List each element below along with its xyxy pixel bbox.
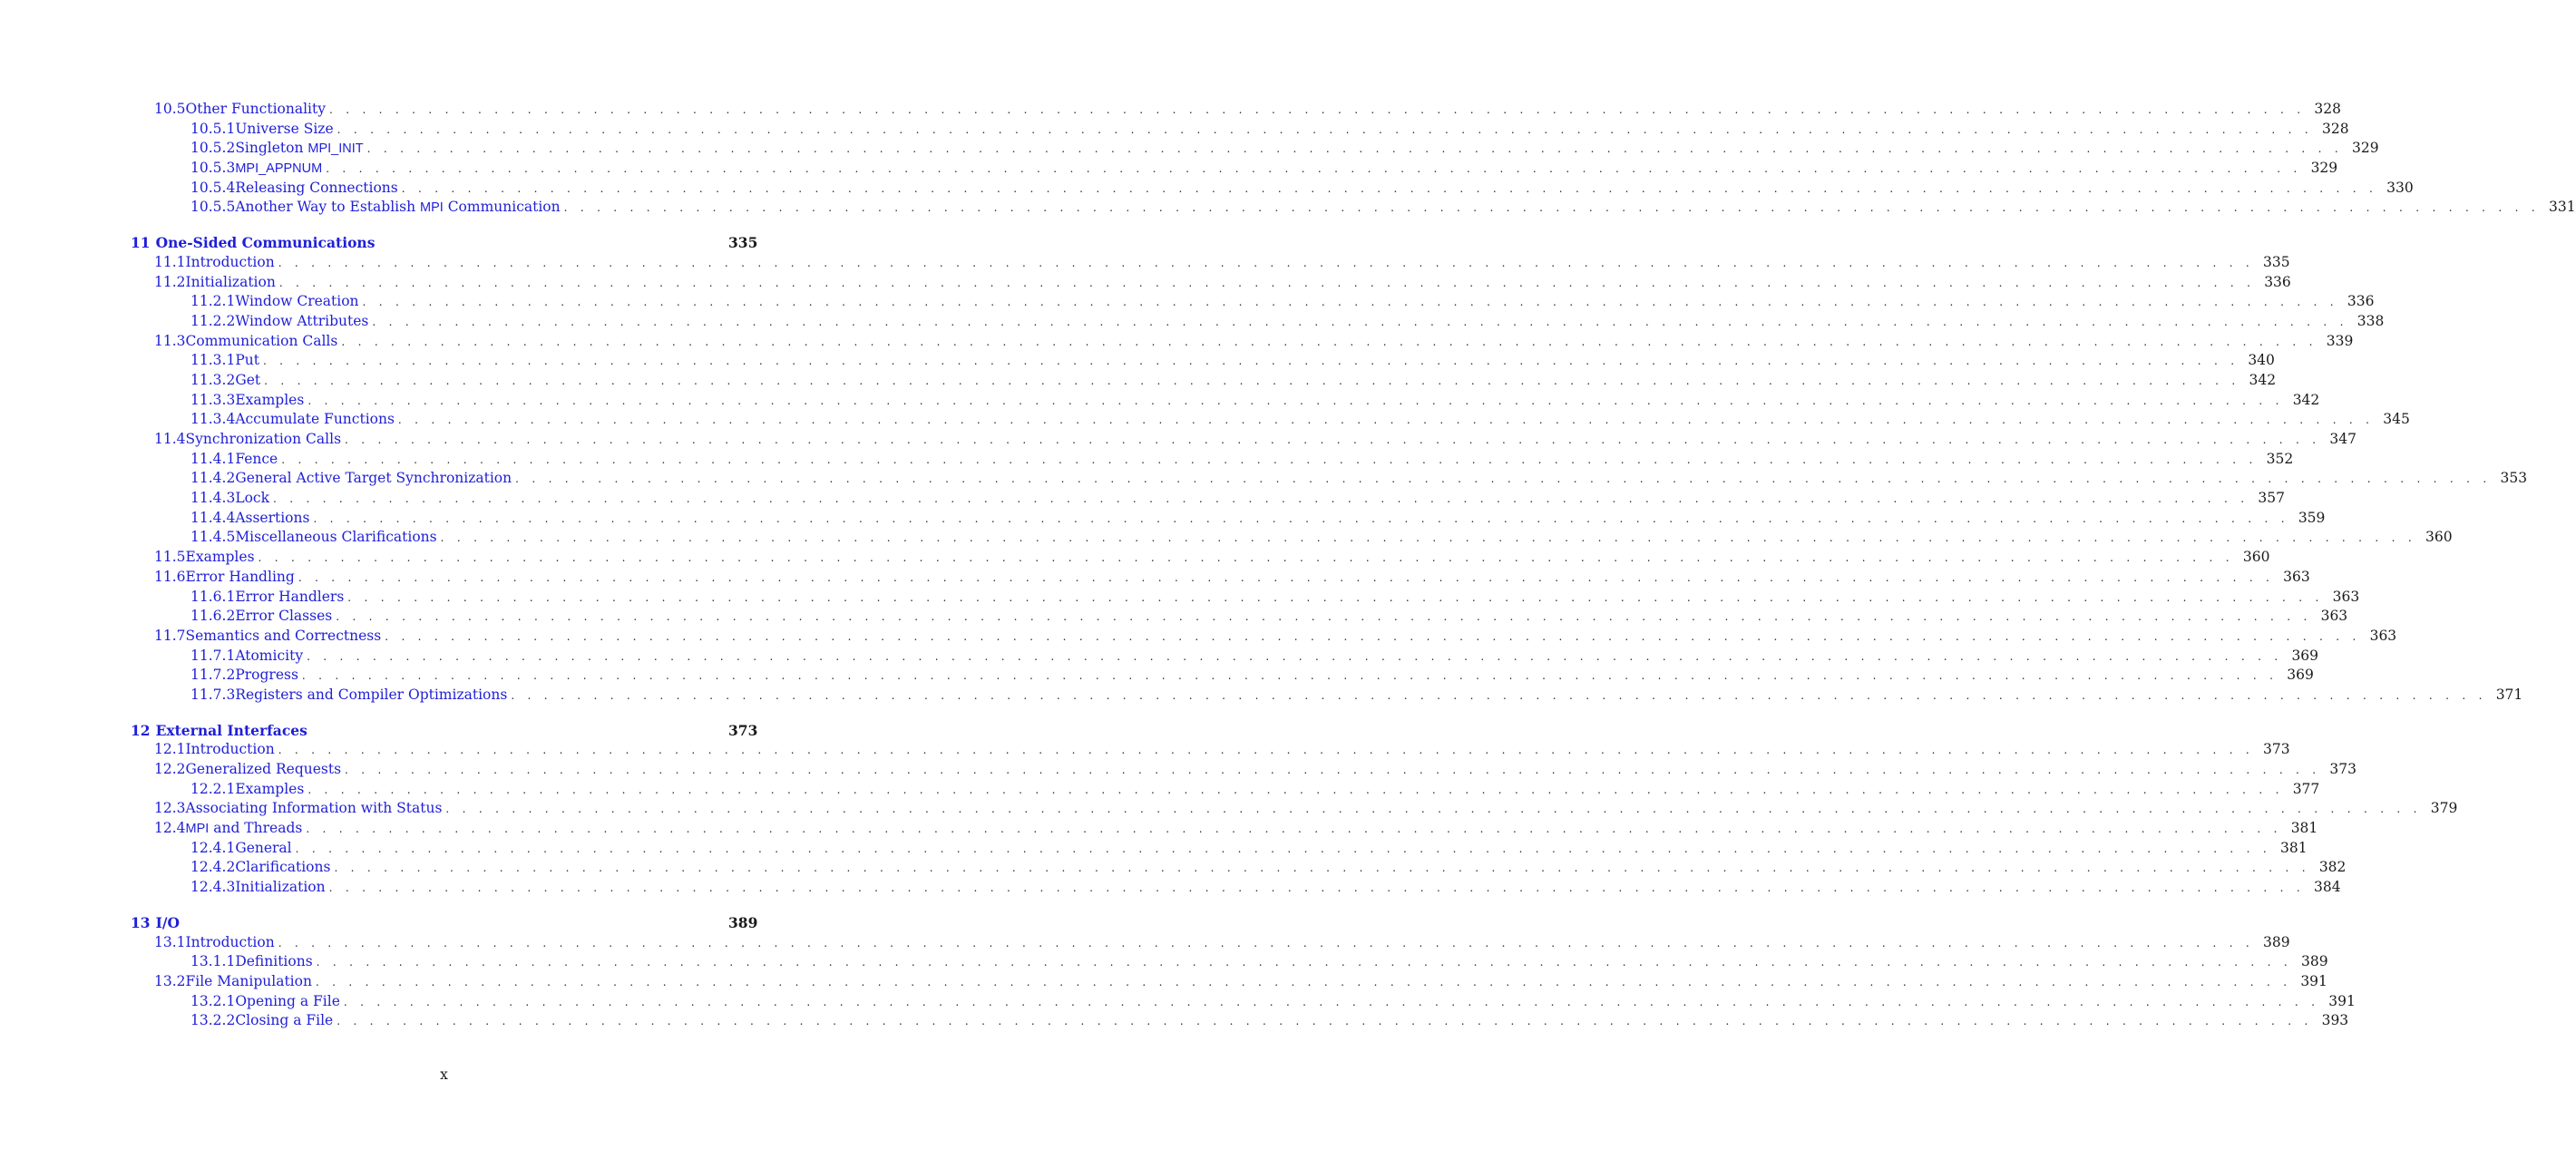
dot-leader: . . . . . . . . . . . . . . . . . . . . . . . . . . . . . . . . . . . . . . . . . . . . . . . . . . . . . . . . . . . . . . . . . . . . . . . . . . . . . . . . . . . . . . . . . . . . . . . . . . . . . . . . . . . . . . . . . . . . . . . .	[336, 610, 2312, 624]
toc-entry-title[interactable]	[235, 312, 372, 332]
toc-subsection[interactable]	[131, 952, 2328, 972]
toc-entry-number[interactable]: 13.1	[154, 933, 186, 950]
dot-leader: . . . . . . . . . . . . . . . . . . . . . . . . . . . . . . . . . . . . . . . . . . . . . . . . . . . . . . . . . . . . . . . . . . . . . . . . . . . . . . . . . . . . . . . . . . . . . . . . . . . . . . . . . . . . . . . . . . . . . . . .	[262, 355, 2239, 368]
toc-entry-number[interactable]: 11.7.3	[190, 686, 236, 703]
toc-page-number[interactable]: 382	[2318, 859, 2347, 876]
toc-entry-number[interactable]: 12.2.1	[190, 780, 236, 797]
toc-page-number[interactable]: 373	[2263, 741, 2290, 758]
toc-page-number[interactable]: 328	[2314, 101, 2341, 117]
toc-page-number[interactable]: 389	[728, 913, 758, 931]
toc-section[interactable]	[131, 253, 2290, 273]
dot-leader: . . . . . . . . . . . . . . . . . . . . . . . . . . . . . . . . . . . . . . . . . . . . . . . . . . . . . . . . . . . . . . . . . . . . . . . . . . . . . . . . . . . . . . . . . . . . . . . . . . . . . . . . . . . . . . . . . . . . . . . .	[278, 744, 2255, 757]
dot-leader: . . . . . . . . . . . . . . . . . . . . . . . . . . . . . . . . . . . . . . . . . . . . . . . . . . . . . . . . . . . . . . . . . . . . . . . . . . . . . . . . . . . . . . . . . . . . . . . . . . . . . . . . . . . . . . . . . . . . . . . .	[445, 803, 2422, 816]
toc-page-number[interactable]: 352	[2266, 450, 2294, 467]
toc-page-number[interactable]: 342	[2249, 371, 2277, 388]
toc-entry-title[interactable]	[235, 179, 401, 199]
toc-entry-title-text: Communication	[443, 199, 561, 216]
toc-subsection[interactable]	[131, 780, 2320, 800]
toc-page-number[interactable]: 369	[2287, 667, 2314, 684]
toc-page-number[interactable]: 393	[2321, 1012, 2349, 1029]
toc-entry-title[interactable]	[235, 410, 398, 430]
toc-entry-number[interactable]: 11.2.1	[190, 293, 236, 310]
toc-entry-title-text: Singleton	[235, 140, 308, 157]
toc-entry-title[interactable]	[235, 198, 563, 219]
toc-page-number[interactable]: 379	[2430, 800, 2458, 817]
toc-subsection[interactable]	[131, 450, 2294, 470]
toc-subsection[interactable]	[131, 120, 2349, 140]
toc-page-number[interactable]: 329	[2352, 140, 2379, 157]
toc-page-number[interactable]: 391	[2328, 992, 2356, 1009]
toc-subsection[interactable]	[131, 292, 2375, 312]
toc-subsection[interactable]	[131, 139, 2379, 159]
toc-entry-number[interactable]: 11.7.2	[190, 667, 236, 684]
toc-entry-title[interactable]	[235, 139, 366, 160]
toc-entry-title[interactable]	[235, 858, 334, 878]
toc-page-number[interactable]: 353	[2500, 470, 2528, 487]
toc-subsection[interactable]	[131, 410, 2410, 430]
toc-entry-title-text: Synchronization Calls	[185, 431, 342, 447]
toc-entry-title-text: Other Functionality	[185, 101, 326, 117]
toc-entry-title[interactable]	[235, 489, 273, 509]
toc-subsection[interactable]	[131, 179, 2414, 199]
toc-subsection[interactable]	[131, 391, 2320, 411]
toc-entry-number[interactable]: 11.7.1	[190, 647, 236, 664]
dot-leader: . . . . . . . . . . . . . . . . . . . . . . . . . . . . . . . . . . . . . . . . . . . . . . . . . . . . . . . . . . . . . . . . . . . . . . . . . . . . . . . . . . . . . . . . . . . . . . . . . . . . . . . . . . . . . . . . . . . . . . . .	[563, 201, 2540, 215]
toc-entry-title[interactable]	[235, 450, 281, 470]
dot-leader: . . . . . . . . . . . . . . . . . . . . . . . . . . . . . . . . . . . . . . . . . . . . . . . . . . . . . . . . . . . . . . . . . . . . . . . . . . . . . . . . . . . . . . . . . . . . . . . . . . . . . . . . . . . . . . . . . . . . . . . .	[515, 472, 2492, 486]
toc-entry-title-text: Initialization	[235, 879, 326, 896]
toc-entry-title-text: One-Sided Communications	[155, 234, 376, 252]
toc-entry-title-text: Closing a File	[235, 1012, 334, 1029]
toc-entry-title-text: Examples	[235, 391, 305, 408]
toc-entry-title[interactable]	[186, 933, 278, 953]
toc-entry-title[interactable]	[235, 607, 336, 627]
toc-entry-number[interactable]: 10.5.4	[190, 179, 236, 196]
toc-page-number[interactable]: 389	[2263, 933, 2290, 950]
toc-entry-title-text: Releasing Connections	[235, 179, 398, 196]
toc-page-number[interactable]: 377	[2292, 780, 2320, 797]
toc-entry-title[interactable]	[235, 1011, 337, 1031]
toc-subsection[interactable]	[131, 489, 2285, 509]
toc-entry-title[interactable]	[235, 120, 337, 140]
toc-entry-number[interactable]: 12	[131, 721, 151, 739]
dot-leader: . . . . . . . . . . . . . . . . . . . . . . . . . . . . . . . . . . . . . . . . . . . . . . . . . . . . . . . . . . . . . . . . . . . . . . . . . . . . . . . . . . . . . . . . . . . . . . . . . . . . . . . . . . . . . . . . . . . . . . . .	[281, 453, 2258, 466]
dot-leader: . . . . . . . . . . . . . . . . . . . . . . . . . . . . . . . . . . . . . . . . . . . . . . . . . . . . . . . . . . . . . . . . . . . . . . . . . . . . . . . . . . . . . . . . . . . . . . . . . . . . . . . . . . . . . . . . . . . . . . . .	[401, 181, 2378, 195]
toc-entry-title-text: Lock	[235, 490, 270, 507]
dot-leader: . . . . . . . . . . . . . . . . . . . . . . . . . . . . . . . . . . . . . . . . . . . . . . . . . . . . . . . . . . . . . . . . . . . . . . . . . . . . . . . . . . . . . . . . . . . . . . . . . . . . . . . . . . . . . . . . . . . . . . . .	[347, 590, 2324, 604]
toc-entry-title-text: Opening a File	[235, 992, 340, 1009]
dot-leader: . . . . . . . . . . . . . . . . . . . . . . . . . . . . . . . . . . . . . . . . . . . . . . . . . . . . . . . . . . . . . . . . . . . . . . . . . . . . . . . . . . . . . . . . . . . . . . . . . . . . . . . . . . . . . . . . . . . . . . . .	[298, 570, 2275, 584]
dot-leader: . . . . . . . . . . . . . . . . . . . . . . . . . . . . . . . . . . . . . . . . . . . . . . . . . . . . . . . . . . . . . . . . . . . . . . . . . . . . . . . . . . . . . . . . . . . . . . . . . . . . . . . . . . . . . . . . . . . . . . . .	[341, 335, 2317, 348]
toc-page-number[interactable]: 347	[2329, 431, 2356, 447]
toc-entry-title-text: I/O	[155, 913, 180, 931]
toc-subsection[interactable]	[131, 469, 2528, 489]
dot-leader: . . . . . . . . . . . . . . . . . . . . . . . . . . . . . . . . . . . . . . . . . . . . . . . . . . . . . . . . . . . . . . . . . . . . . . . . . . . . . . . . . . . . . . . . . . . . . . . . . . . . . . . . . . . . . . . . . . . . . . . .	[278, 256, 2255, 269]
toc-entry-number[interactable]: 10.5.5	[190, 199, 236, 216]
toc-entry-title-text: Semantics and Correctness	[185, 627, 382, 644]
toc-entry-title-text: Progress	[235, 667, 298, 684]
toc-entry-title-text: Window Attributes	[235, 312, 369, 329]
toc-entry-title-text: Clarifications	[235, 859, 331, 876]
dot-leader: . . . . . . . . . . . . . . . . . . . . . . . . . . . . . . . . . . . . . . . . . . . . . . . . . . . . . . . . . . . . . . . . . . . . . . . . . . . . . . . . . . . . . . . . . . . . . . . . . . . . . . . . . . . . . . . . . . . . . . . .	[264, 374, 2240, 387]
toc-entry-number[interactable]: 11.3.2	[190, 371, 236, 388]
toc-chapter[interactable]	[131, 913, 757, 933]
toc-page-number[interactable]: 357	[2258, 490, 2285, 507]
toc-entry-number[interactable]: 11.7	[154, 627, 186, 644]
toc-entry-title[interactable]	[235, 878, 328, 898]
toc-entry-number[interactable]: 11.4.2	[190, 470, 236, 487]
toc-entry-title[interactable]	[156, 233, 379, 253]
dot-leader: . . . . . . . . . . . . . . . . . . . . . . . . . . . . . . . . . . . . . . . . . . . . . . . . . . . . . . . . . . . . . . . . . . . . . . . . . . . . . . . . . . . . . . . . . . . . . . . . . . . . . . . . . . . . . . . . . . . . . . . .	[307, 649, 2283, 663]
dot-leader: . . . . . . . . . . . . . . . . . . . . . . . . . . . . . . . . . . . . . . . . . . . . . . . . . . . . . . . . . . . . . . . . . . . . . . . . . . . . . . . . . . . . . . . . . . . . . . . . . . . . . . . . . . . . . . . . . . . . . . . .	[328, 881, 2305, 895]
toc-entry-title-text: Error Classes	[235, 608, 333, 625]
toc-section[interactable]	[131, 568, 2310, 588]
toc-page-number[interactable]: 389	[2301, 953, 2328, 970]
toc-page-number[interactable]: 360	[2242, 549, 2270, 566]
toc-subsection[interactable]	[131, 198, 2576, 218]
toc-entry-title[interactable]	[186, 430, 346, 450]
toc-entry-title-text: File Manipulation	[185, 972, 312, 989]
toc-entry-title-text: General Active Target Synchronization	[235, 470, 512, 487]
toc-entry-title[interactable]	[186, 568, 298, 588]
toc-section[interactable]	[131, 799, 2458, 819]
toc-entry-title[interactable]	[235, 647, 307, 667]
dot-leader: . . . . . . . . . . . . . . . . . . . . . . . . . . . . . . . . . . . . . . . . . . . . . . . . . . . . . . . . . . . . . . . . . . . . . . . . . . . . . . . . . . . . . . . . . . . . . . . . . . . . . . . . . . . . . . . . . . . . . . . .	[316, 956, 2293, 969]
toc-entry-title[interactable]	[186, 548, 259, 568]
toc-entry-title[interactable]	[235, 666, 302, 686]
dot-leader: . . . . . . . . . . . . . . . . . . . . . . . . . . . . . . . . . . . . . . . . . . . . . . . . . . . . . . . . . . . . . . . . . . . . . . . . . . . . . . . . . . . . . . . . . . . . . . . . . . . . . . . . . . . . . . . . . . . . . . . .	[511, 688, 2487, 702]
toc-entry-title[interactable]	[235, 992, 344, 1012]
dot-leader: . . . . . . . . . . . . . . . . . . . . . . . . . . . . . . . . . . . . . . . . . . . . . . . . . . . . . . . . . . . . . . . . . . . . . . . . . . . . . . . . . . . . . . . . . . . . . . . . . . . . . . . . . . . . . . . . . . . . . . . .	[307, 783, 2284, 796]
toc-page-number[interactable]: 373	[2329, 761, 2356, 777]
dot-leader: . . . . . . . . . . . . . . . . . . . . . . . . . . . . . . . . . . . . . . . . . . . . . . . . . . . . . . . . . . . . . . . . . . . . . . . . . . . . . . . . . . . . . . . . . . . . . . . . . . . . . . . . . . . . . . . . . . . . . . . .	[273, 492, 2249, 506]
toc-entry-title-text: Assertions	[235, 509, 310, 526]
toc-section[interactable]	[131, 548, 2270, 568]
toc-entry-title-text: Error Handling	[185, 568, 295, 585]
toc-subsection[interactable]	[131, 839, 2308, 859]
toc-page-number[interactable]: 345	[2383, 411, 2410, 428]
toc-entry-title[interactable]	[186, 100, 329, 120]
toc-page-number[interactable]: 335	[2263, 253, 2290, 270]
toc-entry-title[interactable]	[235, 469, 515, 489]
toc-entry-number[interactable]: 11.4.5	[190, 529, 236, 546]
toc-entry-number[interactable]: 11.3.1	[190, 352, 236, 369]
toc-entry-title[interactable]	[156, 721, 311, 741]
toc-entry-title[interactable]	[235, 371, 264, 391]
toc-entry-number[interactable]: 13.2.2	[190, 1012, 236, 1029]
toc-entry-title-text: Associating Information with Status	[185, 800, 443, 817]
toc-entry-number[interactable]: 11.2	[154, 273, 186, 290]
toc-entry-title-text: Fence	[235, 450, 278, 467]
toc-entry-code-term: MPI	[185, 822, 210, 837]
toc-entry-title[interactable]	[235, 292, 362, 312]
toc-page-number[interactable]: 373	[728, 721, 758, 739]
toc-entry-title[interactable]	[235, 839, 295, 859]
toc-entry-title-text: Accumulate Functions	[235, 411, 395, 428]
toc-entry-title-text: Error Handlers	[235, 588, 345, 605]
dot-leader: . . . . . . . . . . . . . . . . . . . . . . . . . . . . . . . . . . . . . . . . . . . . . . . . . . . . . . . . . . . . . . . . . . . . . . . . . . . . . . . . . . . . . . . . . . . . . . . . . . . . . . . . . . . . . . . . . . . . . . . .	[337, 1015, 2313, 1028]
toc-entry-title-text: Initialization	[185, 273, 276, 290]
toc-page-number[interactable]: 336	[2264, 273, 2291, 290]
toc-entry-title-text: General	[235, 839, 292, 856]
toc-entry-title[interactable]	[186, 972, 316, 992]
toc-page-number[interactable]: 329	[2310, 160, 2338, 177]
toc-subsection[interactable]	[131, 858, 2347, 878]
toc-page-number[interactable]: 391	[2300, 972, 2327, 989]
toc-entry-number[interactable]: 10.5	[154, 101, 186, 117]
toc-entry-number[interactable]: 10.5.2	[190, 140, 236, 157]
toc-entry-title-text: Window Creation	[235, 293, 359, 310]
toc-entry-title-text: Examples	[185, 549, 255, 566]
dot-leader: . . . . . . . . . . . . . . . . . . . . . . . . . . . . . . . . . . . . . . . . . . . . . . . . . . . . . . . . . . . . . . . . . . . . . . . . . . . . . . . . . . . . . . . . . . . . . . . . . . . . . . . . . . . . . . . . . . . . . . . .	[315, 975, 2292, 988]
dot-leader: . . . . . . . . . . . . . . . . . . . . . . . . . . . . . . . . . . . . . . . . . . . . . . . . . . . . . . . . . . . . . . . . . . . . . . . . . . . . . . . . . . . . . . . . . . . . . . . . . . . . . . . . . . . . . . . . . . . . . . . .	[301, 669, 2278, 683]
table-of-contents	[131, 100, 2576, 1031]
toc-entry-title[interactable]	[235, 952, 316, 972]
toc-entry-number[interactable]: 11.1	[154, 253, 186, 270]
toc-entry-number[interactable]: 12.4.2	[190, 859, 236, 876]
toc-entry-number[interactable]: 11.3	[154, 332, 186, 349]
toc-section[interactable]	[131, 972, 2327, 992]
toc-page-number[interactable]: 371	[2495, 686, 2523, 703]
toc-section[interactable]	[131, 760, 2356, 780]
toc-page-number[interactable]: 363	[2320, 608, 2348, 625]
toc-subsection[interactable]	[131, 528, 2453, 548]
toc-section[interactable]	[131, 740, 2290, 760]
toc-entry-title-text: Registers and Compiler Optimizations	[235, 686, 508, 703]
toc-page-number[interactable]: 363	[2283, 568, 2310, 585]
dot-leader: . . . . . . . . . . . . . . . . . . . . . . . . . . . . . . . . . . . . . . . . . . . . . . . . . . . . . . . . . . . . . . . . . . . . . . . . . . . . . . . . . . . . . . . . . . . . . . . . . . . . . . . . . . . . . . . . . . . . . . . .	[372, 315, 2348, 328]
toc-entry-number[interactable]: 11.3.3	[190, 391, 236, 408]
toc-section[interactable]	[131, 273, 2291, 293]
toc-entry-title-text: Communication Calls	[185, 332, 338, 349]
toc-subsection[interactable]	[131, 666, 2314, 686]
toc-entry-number[interactable]: 11.6.2	[190, 608, 236, 625]
toc-entry-number[interactable]: 11.5	[154, 549, 186, 566]
toc-page-number[interactable]: 359	[2298, 509, 2326, 526]
toc-page-number[interactable]: 328	[2321, 120, 2349, 137]
dot-leader: . . . . . . . . . . . . . . . . . . . . . . . . . . . . . . . . . . . . . . . . . . . . . . . . . . . . . . . . . . . . . . . . . . . . . . . . . . . . . . . . . . . . . . . . . . . . . . . . . . . . . . . . . . . . . . . . . . . . . . . .	[337, 122, 2313, 136]
toc-entry-title[interactable]	[186, 253, 278, 273]
toc-entry-number[interactable]: 11.4.1	[190, 450, 236, 467]
dot-leader: . . . . . . . . . . . . . . . . . . . . . . . . . . . . . . . . . . . . . . . . . . . . . . . . . . . . . . . . . . . . . . . . . . . . . . . . . . . . . . . . . . . . . . . . . . . . . . . . . . . . . . . . . . . . . . . . . . . . . . . .	[329, 103, 2306, 116]
toc-entry-title-text: External Interfaces	[155, 721, 307, 739]
toc-entry-number[interactable]: 10.5.1	[190, 120, 236, 137]
dot-leader: . . . . . . . . . . . . . . . . . . . . . . . . . . . . . . . . . . . . . . . . . . . . . . . . . . . . . . . . . . . . . . . . . . . . . . . . . . . . . . . . . . . . . . . . . . . . . . . . . . . . . . . . . . . . . . . . . . . . . . . .	[295, 842, 2271, 855]
toc-entry-title[interactable]	[235, 159, 326, 180]
toc-subsection[interactable]	[131, 607, 2348, 627]
toc-entry-title-text: Introduction	[185, 741, 275, 758]
toc-entry-title-text: Introduction	[185, 253, 275, 270]
toc-entry-title-text: and Threads	[209, 820, 303, 837]
toc-entry-number[interactable]: 12.1	[154, 741, 186, 758]
toc-entry-title-text: Definitions	[235, 953, 313, 970]
toc-entry-title[interactable]	[186, 819, 307, 840]
toc-subsection[interactable]	[131, 1011, 2349, 1031]
toc-entry-number[interactable]: 11	[131, 234, 151, 252]
dot-leader: . . . . . . . . . . . . . . . . . . . . . . . . . . . . . . . . . . . . . . . . . . . . . . . . . . . . . . . . . . . . . . . . . . . . . . . . . . . . . . . . . . . . . . . . . . . . . . . . . . . . . . . . . . . . . . . . . . . . . . . .	[258, 551, 2234, 565]
dot-leader: . . . . . . . . . . . . . . . . . . . . . . . . . . . . . . . . . . . . . . . . . . . . . . . . . . . . . . . . . . . . . . . . . . . . . . . . . . . . . . . . . . . . . . . . . . . . . . . . . . . . . . . . . . . . . . . . . . . . . . . .	[278, 276, 2256, 289]
toc-entry-code-term: MPI_INIT	[307, 141, 364, 157]
toc-subsection[interactable]	[131, 312, 2385, 332]
toc-subsection[interactable]	[131, 371, 2277, 391]
toc-entry-title[interactable]	[186, 332, 342, 352]
dot-leader: . . . . . . . . . . . . . . . . . . . . . . . . . . . . . . . . . . . . . . . . . . . . . . . . . . . . . . . . . . . . . . . . . . . . . . . . . . . . . . . . . . . . . . . . . . . . . . . . . . . . . . . . . . . . . . . . . . . . . . . .	[345, 433, 2321, 446]
toc-page-number[interactable]: 342	[2292, 391, 2320, 408]
dot-leader: . . . . . . . . . . . . . . . . . . . . . . . . . . . . . . . . . . . . . . . . . . . . . . . . . . . . . . . . . . . . . . . . . . . . . . . . . . . . . . . . . . . . . . . . . . . . . . . . . . . . . . . . . . . . . . . . . . . . . . . .	[362, 296, 2338, 309]
toc-subsection[interactable]	[131, 588, 2360, 608]
dot-leader: . . . . . . . . . . . . . . . . . . . . . . . . . . . . . . . . . . . . . . . . . . . . . . . . . . . . . . . . . . . . . . . . . . . . . . . . . . . . . . . . . . . . . . . . . . . . . . . . . . . . . . . . . . . . . . . . . . . . . . . .	[440, 531, 2416, 545]
toc-entry-number[interactable]: 11.2.2	[190, 312, 236, 329]
toc-page-number[interactable]: 363	[2332, 588, 2360, 605]
toc-section[interactable]	[131, 332, 2354, 352]
toc-entry-number[interactable]: 11.6	[154, 568, 186, 585]
toc-entry-number[interactable]: 11.3.4	[190, 411, 236, 428]
toc-entry-number[interactable]: 12.4	[154, 820, 186, 837]
toc-subsection[interactable]	[131, 878, 2341, 898]
toc-entry-title[interactable]	[186, 627, 385, 647]
toc-entry-number[interactable]: 12.4.1	[190, 839, 236, 856]
toc-chapter[interactable]	[131, 721, 757, 741]
toc-entry-title-text: Get	[235, 371, 261, 388]
toc-entry-title-text: Atomicity	[235, 647, 304, 664]
toc-entry-title[interactable]	[186, 760, 346, 780]
toc-entry-number[interactable]: 11.4.3	[190, 490, 236, 507]
toc-chapter[interactable]	[131, 233, 757, 253]
toc-entry-title[interactable]	[235, 686, 511, 706]
toc-entry-number[interactable]: 12.2	[154, 761, 186, 777]
toc-entry-number[interactable]: 11.4.4	[190, 509, 236, 526]
toc-entry-title-text: Introduction	[185, 933, 275, 950]
toc-page-number[interactable]: 336	[2347, 293, 2375, 310]
toc-page-number[interactable]: 381	[2280, 839, 2308, 856]
dot-leader: . . . . . . . . . . . . . . . . . . . . . . . . . . . . . . . . . . . . . . . . . . . . . . . . . . . . . . . . . . . . . . . . . . . . . . . . . . . . . . . . . . . . . . . . . . . . . . . . . . . . . . . . . . . . . . . . . . . . . . . .	[306, 823, 2282, 836]
toc-page-number[interactable]: 331	[2548, 199, 2576, 216]
toc-entry-title[interactable]	[235, 588, 347, 608]
toc-entry-title[interactable]	[186, 740, 278, 760]
toc-entry-title-text: Miscellaneous Clarifications	[235, 529, 437, 546]
toc-entry-number[interactable]: 12.4.3	[190, 879, 236, 896]
dot-leader: . . . . . . . . . . . . . . . . . . . . . . . . . . . . . . . . . . . . . . . . . . . . . . . . . . . . . . . . . . . . . . . . . . . . . . . . . . . . . . . . . . . . . . . . . . . . . . . . . . . . . . . . . . . . . . . . . . . . . . . .	[343, 995, 2320, 1008]
toc-page-number[interactable]: 360	[2425, 529, 2453, 546]
toc-page-number[interactable]: 335	[728, 234, 758, 252]
toc-page-number[interactable]: 381	[2290, 820, 2318, 837]
toc-subsection[interactable]	[131, 686, 2523, 706]
toc-page-number[interactable]: 330	[2386, 179, 2414, 196]
toc-entry-number[interactable]: 13.2	[154, 972, 186, 989]
dot-leader: . . . . . . . . . . . . . . . . . . . . . . . . . . . . . . . . . . . . . . . . . . . . . . . . . . . . . . . . . . . . . . . . . . . . . . . . . . . . . . . . . . . . . . . . . . . . . . . . . . . . . . . . . . . . . . . . . . . . . . . .	[313, 511, 2289, 525]
toc-entry-number[interactable]: 11.4	[154, 431, 186, 447]
dot-leader: . . . . . . . . . . . . . . . . . . . . . . . . . . . . . . . . . . . . . . . . . . . . . . . . . . . . . . . . . . . . . . . . . . . . . . . . . . . . . . . . . . . . . . . . . . . . . . . . . . . . . . . . . . . . . . . . . . . . . . . .	[278, 936, 2255, 949]
toc-entry-number[interactable]: 10.5.3	[190, 160, 236, 177]
toc-entry-title[interactable]	[235, 528, 440, 548]
dot-leader: . . . . . . . . . . . . . . . . . . . . . . . . . . . . . . . . . . . . . . . . . . . . . . . . . . . . . . . . . . . . . . . . . . . . . . . . . . . . . . . . . . . . . . . . . . . . . . . . . . . . . . . . . . . . . . . . . . . . . . . .	[397, 414, 2375, 427]
toc-page-number[interactable]: 369	[2291, 647, 2319, 664]
dot-leader: . . . . . . . . . . . . . . . . . . . . . . . . . . . . . . . . . . . . . . . . . . . . . . . . . . . . . . . . . . . . . . . . . . . . . . . . . . . . . . . . . . . . . . . . . . . . . . . . . . . . . . . . . . . . . . . . . . . . . . . .	[334, 862, 2310, 875]
toc-subsection[interactable]	[131, 159, 2338, 179]
dot-leader: . . . . . . . . . . . . . . . . . . . . . . . . . . . . . . . . . . . . . . . . . . . . . . . . . . . . . . . . . . . . . . . . . . . . . . . . . . . . . . . . . . . . . . . . . . . . . . . . . . . . . . . . . . . . . . . . . . . . . . . .	[345, 764, 2321, 776]
toc-page-number[interactable]: 363	[2369, 627, 2397, 644]
toc-section[interactable]	[131, 819, 2318, 839]
toc-entry-title[interactable]	[186, 273, 279, 293]
toc-page-number[interactable]: 384	[2313, 879, 2341, 896]
toc-entry-title-text: Examples	[235, 780, 305, 797]
toc-section[interactable]	[131, 100, 2341, 120]
toc-entry-number[interactable]: 13	[131, 913, 151, 931]
toc-subsection[interactable]	[131, 647, 2319, 667]
toc-subsection[interactable]	[131, 992, 2356, 1012]
toc-entry-number[interactable]: 13.2.1	[190, 992, 236, 1009]
toc-entry-number[interactable]: 11.6.1	[190, 588, 236, 605]
page-number: x	[440, 1066, 448, 1083]
dot-leader: . . . . . . . . . . . . . . . . . . . . . . . . . . . . . . . . . . . . . . . . . . . . . . . . . . . . . . . . . . . . . . . . . . . . . . . . . . . . . . . . . . . . . . . . . . . . . . . . . . . . . . . . . . . . . . . . . . . . . . . .	[326, 162, 2302, 176]
toc-section[interactable]	[131, 933, 2290, 953]
toc-page-number[interactable]: 338	[2356, 312, 2385, 329]
toc-entry-number[interactable]: 12.3	[154, 800, 186, 817]
toc-entry-title[interactable]	[235, 509, 313, 529]
toc-entry-number[interactable]: 13.1.1	[190, 953, 236, 970]
toc-entry-code-term: MPI_APPNUM	[235, 161, 323, 177]
toc-entry-title[interactable]	[235, 351, 263, 371]
toc-entry-title[interactable]	[156, 913, 183, 933]
toc-page-number[interactable]: 339	[2326, 332, 2354, 349]
toc-page-number[interactable]: 340	[2248, 352, 2275, 369]
dot-leader: . . . . . . . . . . . . . . . . . . . . . . . . . . . . . . . . . . . . . . . . . . . . . . . . . . . . . . . . . . . . . . . . . . . . . . . . . . . . . . . . . . . . . . . . . . . . . . . . . . . . . . . . . . . . . . . . . . . . . . . .	[307, 394, 2284, 407]
toc-entry-title[interactable]	[186, 799, 446, 819]
dot-leader: . . . . . . . . . . . . . . . . . . . . . . . . . . . . . . . . . . . . . . . . . . . . . . . . . . . . . . . . . . . . . . . . . . . . . . . . . . . . . . . . . . . . . . . . . . . . . . . . . . . . . . . . . . . . . . . . . . . . . . . .	[366, 142, 2343, 156]
toc-entry-title-text: Generalized Requests	[185, 761, 342, 777]
toc-subsection[interactable]	[131, 351, 2275, 371]
dot-leader: . . . . . . . . . . . . . . . . . . . . . . . . . . . . . . . . . . . . . . . . . . . . . . . . . . . . . . . . . . . . . . . . . . . . . . . . . . . . . . . . . . . . . . . . . . . . . . . . . . . . . . . . . . . . . . . . . . . . . . . .	[385, 629, 2361, 643]
toc-subsection[interactable]	[131, 509, 2326, 529]
toc-section[interactable]	[131, 627, 2397, 647]
toc-entry-title[interactable]	[235, 391, 307, 411]
toc-entry-code-term: MPI	[419, 200, 444, 216]
toc-entry-title[interactable]	[235, 780, 307, 800]
toc-section[interactable]	[131, 430, 2356, 450]
toc-entry-title-text: Another Way to Establish	[235, 199, 420, 216]
toc-entry-title-text: Put	[235, 352, 259, 369]
toc-entry-title-text: Universe Size	[235, 120, 334, 137]
